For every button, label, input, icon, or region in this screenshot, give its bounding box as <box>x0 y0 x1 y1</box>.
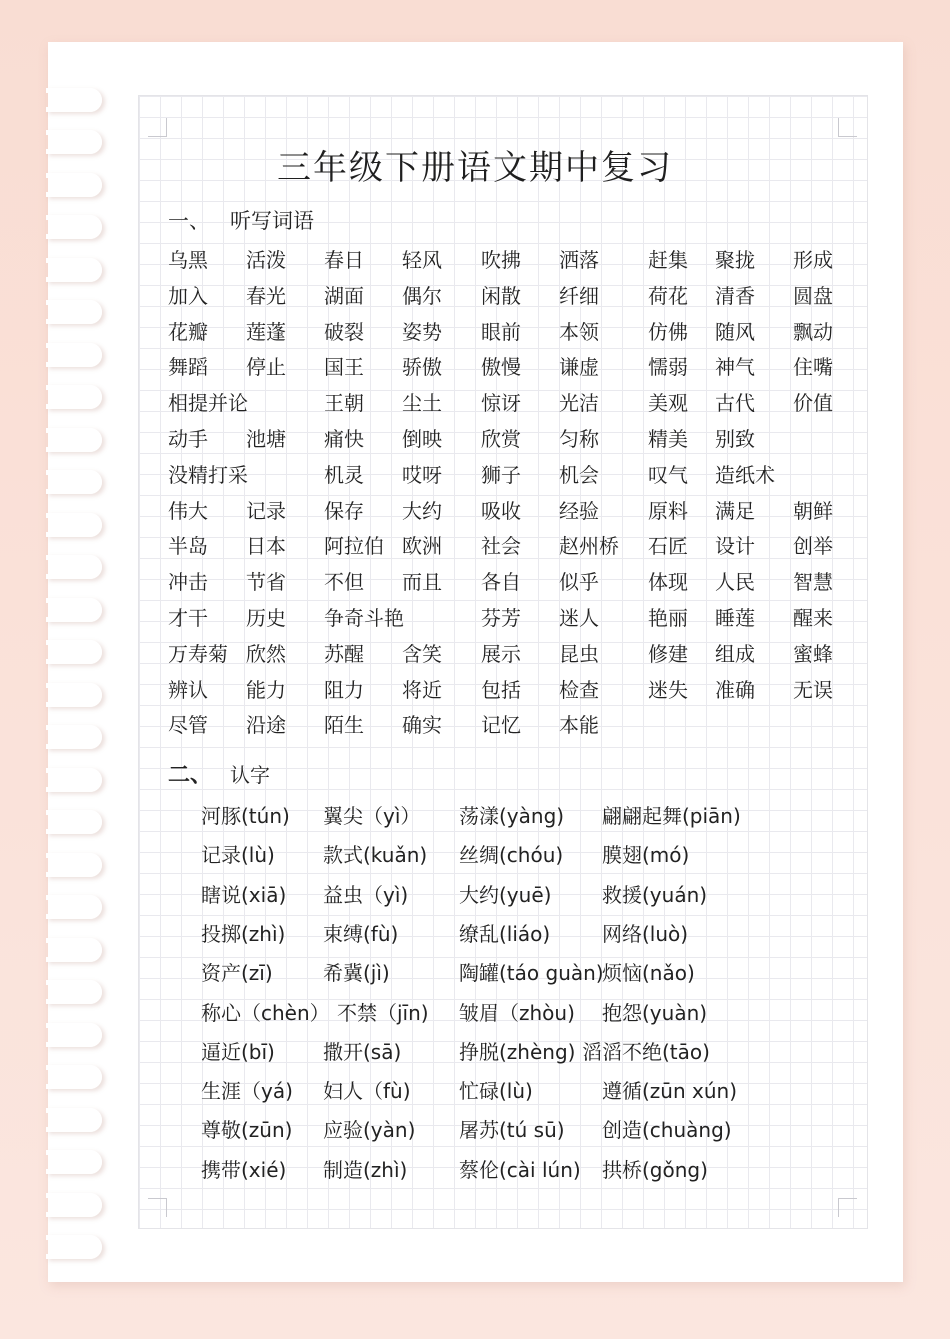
vocab-word: 赵州桥 <box>559 534 619 559</box>
vocab-word: 体现 <box>648 570 688 595</box>
vocab-word: 朝鲜 <box>793 498 833 523</box>
pinyin-entry: 滔滔不绝(tāo) <box>582 1039 710 1064</box>
vocab-word: 半岛 <box>168 534 208 559</box>
binding-ring <box>46 725 102 749</box>
pinyin-entry: 款式(kuǎn) <box>323 843 428 868</box>
vocab-word: 匀称 <box>559 427 599 451</box>
vocab-word: 万寿菊 <box>168 641 228 666</box>
vocab-word: 本领 <box>559 319 599 344</box>
vocab-word: 将近 <box>402 677 442 702</box>
pinyin-entry: 不禁（jīn) <box>337 1000 429 1025</box>
vocab-word: 王朝 <box>324 391 364 416</box>
corner-mark <box>148 1198 167 1217</box>
vocab-word: 争奇斗艳 <box>324 606 404 630</box>
pinyin-entry: 创造(chuàng) <box>602 1118 732 1143</box>
section-label: 认字 <box>230 763 270 787</box>
vocab-word: 停止 <box>246 355 286 380</box>
vocab-word: 蜜蜂 <box>793 641 833 666</box>
vocab-word: 欧洲 <box>402 534 442 559</box>
page-title: 三年级下册语文期中复习 <box>277 148 673 188</box>
vocab-word: 创举 <box>793 534 833 559</box>
pinyin-entry: 陶罐(táo guàn) <box>459 961 604 986</box>
spiral-binding <box>0 0 110 1339</box>
pinyin-entry: 尊敬(zūn) <box>201 1118 293 1143</box>
binding-ring <box>46 343 102 367</box>
binding-ring <box>46 428 102 452</box>
pinyin-entry: 撒开(sā) <box>323 1039 402 1064</box>
vocab-word: 花瓣 <box>168 319 208 344</box>
vocab-word: 舞蹈 <box>168 355 208 380</box>
pinyin-entry: 丝绸(chóu) <box>459 843 564 868</box>
vocab-word: 欣然 <box>246 641 286 666</box>
vocab-word: 谦虚 <box>559 355 599 380</box>
vocab-word: 破裂 <box>324 319 364 344</box>
binding-ring <box>46 1108 102 1132</box>
pinyin-entry: 称心（chèn） <box>201 1000 330 1025</box>
vocab-word: 春光 <box>246 283 286 308</box>
vocab-word: 光洁 <box>559 391 599 416</box>
pinyin-entry: 生涯（yá) <box>201 1079 293 1104</box>
vocab-word: 住嘴 <box>793 355 833 380</box>
vocab-word: 展示 <box>481 641 521 666</box>
vocab-word: 醒来 <box>793 606 833 630</box>
vocab-word: 欣赏 <box>481 427 521 451</box>
pinyin-entry: 携带(xié) <box>201 1157 287 1182</box>
vocab-word: 倒映 <box>402 427 442 451</box>
vocab-word: 加入 <box>168 283 208 308</box>
vocab-word: 乌黑 <box>168 248 208 272</box>
vocab-word: 叹气 <box>648 462 688 487</box>
pinyin-entry: 救援(yuán) <box>602 882 708 907</box>
binding-ring <box>46 258 102 282</box>
vocab-word: 检查 <box>559 677 599 702</box>
vocab-word: 各自 <box>481 570 521 595</box>
binding-ring <box>46 1235 102 1259</box>
vocab-word: 池塘 <box>246 427 286 451</box>
binding-ring <box>46 853 102 877</box>
binding-ring <box>46 555 102 579</box>
vocab-word: 动手 <box>168 427 208 451</box>
vocab-word: 原料 <box>648 498 688 523</box>
vocab-word: 狮子 <box>481 462 521 487</box>
vocab-word: 迷失 <box>648 677 688 702</box>
vocab-word: 伟大 <box>168 498 208 523</box>
vocab-word: 芬芳 <box>481 606 521 630</box>
vocab-word: 莲蓬 <box>246 319 286 344</box>
vocab-word: 痛快 <box>324 427 364 451</box>
vocab-word: 懦弱 <box>648 355 688 380</box>
corner-mark <box>838 1198 857 1217</box>
vocab-word: 春日 <box>324 248 364 272</box>
binding-ring <box>46 1193 102 1217</box>
pinyin-entry: 翼尖（yì） <box>323 804 421 828</box>
vocab-word: 不但 <box>324 570 364 595</box>
pinyin-entry: 妇人（fù) <box>323 1079 411 1104</box>
vocab-word: 清香 <box>715 283 755 308</box>
pinyin-entry: 拱桥(gǒng) <box>602 1157 708 1182</box>
pinyin-entry: 投掷(zhì) <box>201 921 286 946</box>
vocab-word: 满足 <box>715 498 755 523</box>
vocab-word: 准确 <box>715 677 755 702</box>
vocab-word: 智慧 <box>793 570 833 595</box>
vocab-word: 湖面 <box>324 283 364 308</box>
vocab-word: 本能 <box>559 713 599 738</box>
pinyin-entry: 烦恼(nǎo) <box>602 961 695 986</box>
vocab-word: 骄傲 <box>402 355 442 380</box>
vocab-word: 相提并论 <box>168 391 248 416</box>
pinyin-entry: 翩翩起舞(piān) <box>602 804 741 828</box>
vocab-word: 设计 <box>715 534 755 559</box>
vocab-word: 节省 <box>246 570 286 595</box>
vocab-word: 迷人 <box>559 606 599 630</box>
vocab-word: 美观 <box>648 391 688 416</box>
vocab-word: 价值 <box>793 391 833 416</box>
binding-ring <box>46 768 102 792</box>
pinyin-entry: 益虫（yì) <box>323 882 409 907</box>
vocab-word: 冲击 <box>168 570 208 595</box>
vocab-word: 阻力 <box>324 677 364 702</box>
vocab-word: 别致 <box>715 427 755 451</box>
vocab-word: 姿势 <box>402 319 442 344</box>
vocab-word: 确实 <box>402 713 442 738</box>
vocab-word: 日本 <box>246 534 286 559</box>
vocab-word: 尘土 <box>402 391 442 416</box>
corner-mark <box>148 118 167 137</box>
binding-ring <box>46 938 102 962</box>
vocab-word: 吸收 <box>481 498 521 523</box>
vocab-word: 尽管 <box>168 713 208 738</box>
vocab-word: 没精打采 <box>168 462 248 487</box>
binding-ring <box>46 1023 102 1047</box>
section-label: 听写词语 <box>230 209 314 233</box>
vocab-word: 古代 <box>715 391 755 416</box>
binding-ring <box>46 640 102 664</box>
pinyin-entry: 皱眉（zhòu) <box>459 1000 575 1025</box>
vocab-word: 记忆 <box>481 713 521 738</box>
vocab-word: 轻风 <box>402 248 442 272</box>
vocab-word: 沿途 <box>246 713 286 738</box>
vocab-word: 昆虫 <box>559 641 599 666</box>
pinyin-entry: 河豚(tún) <box>201 804 290 828</box>
pinyin-entry: 记录(lù) <box>201 843 275 868</box>
vocab-word: 荷花 <box>648 283 688 308</box>
vocab-word: 似乎 <box>559 570 599 595</box>
binding-ring <box>46 895 102 919</box>
pinyin-entry: 应验(yàn) <box>323 1118 416 1143</box>
binding-ring <box>46 300 102 324</box>
binding-ring <box>46 598 102 622</box>
vocab-word: 圆盘 <box>793 283 833 308</box>
vocab-word: 神气 <box>715 355 755 380</box>
vocab-word: 赶集 <box>648 248 688 272</box>
pinyin-entry: 大约(yuē) <box>459 882 552 907</box>
binding-ring <box>46 683 102 707</box>
section-number: 一、 <box>168 209 210 233</box>
vocab-word: 活泼 <box>246 248 286 272</box>
pinyin-entry: 资产(zī) <box>201 961 273 986</box>
pinyin-entry: 逼近(bī) <box>201 1039 275 1064</box>
vocab-word: 历史 <box>246 606 286 630</box>
vocab-word: 阿拉伯 <box>324 534 384 559</box>
vocab-word: 纤细 <box>559 283 599 308</box>
vocab-word: 组成 <box>715 641 755 666</box>
vocab-word: 精美 <box>648 427 688 451</box>
vocab-word: 保存 <box>324 498 364 523</box>
pinyin-entry: 希冀(jì) <box>323 961 390 986</box>
vocab-word: 苏醒 <box>324 641 364 666</box>
vocab-word: 吹拂 <box>481 248 521 272</box>
vocab-word: 才干 <box>168 606 208 630</box>
vocab-word: 随风 <box>715 319 755 344</box>
pinyin-entry: 制造(zhì) <box>323 1157 408 1182</box>
section-number: 二、 <box>168 763 213 788</box>
vocab-word: 记录 <box>246 498 286 523</box>
vocab-word: 惊讶 <box>481 391 521 416</box>
pinyin-entry: 网络(luò) <box>602 921 689 946</box>
vocab-word: 闲散 <box>481 283 521 308</box>
vocab-word: 睡莲 <box>715 606 755 630</box>
pinyin-entry: 屠苏(tú sū) <box>459 1118 565 1143</box>
vocab-word: 形成 <box>793 248 833 272</box>
pinyin-entry: 缭乱(liáo) <box>459 921 551 946</box>
vocab-word: 社会 <box>481 534 521 559</box>
vocab-word: 偶尔 <box>402 283 442 308</box>
vocab-word: 大约 <box>402 498 442 523</box>
pinyin-entry: 荡漾(yàng) <box>459 804 565 828</box>
vocab-word: 含笑 <box>402 641 442 666</box>
pinyin-entry: 抱怨(yuàn) <box>602 1000 708 1025</box>
binding-ring <box>46 810 102 834</box>
pinyin-entry: 膜翅(mó) <box>602 843 690 868</box>
vocab-word: 石匠 <box>648 534 688 559</box>
binding-ring <box>46 215 102 239</box>
binding-ring <box>46 1065 102 1089</box>
vocab-word: 聚拢 <box>715 248 755 272</box>
vocab-word: 能力 <box>246 677 286 702</box>
vocab-word: 修建 <box>648 641 688 666</box>
vocab-word: 眼前 <box>481 319 521 344</box>
vocab-word: 经验 <box>559 498 599 523</box>
vocab-word: 洒落 <box>559 248 599 272</box>
section-heading-dictation <box>168 205 314 235</box>
corner-mark <box>838 118 857 137</box>
vocab-word: 包括 <box>481 677 521 702</box>
vocab-word: 机灵 <box>324 462 364 487</box>
binding-ring <box>46 385 102 409</box>
binding-ring <box>46 980 102 1004</box>
section-heading-characters <box>168 758 270 789</box>
pinyin-entry: 挣脱(zhèng) <box>459 1039 576 1064</box>
binding-ring <box>46 1150 102 1174</box>
vocab-word: 辨认 <box>168 677 208 702</box>
binding-ring <box>46 470 102 494</box>
vocab-word: 无误 <box>793 677 833 702</box>
vocab-word: 而且 <box>402 570 442 595</box>
vocab-word: 国王 <box>324 355 364 380</box>
vocab-word: 陌生 <box>324 713 364 738</box>
vocab-word: 飘动 <box>793 319 833 344</box>
vocab-word: 艳丽 <box>648 606 688 630</box>
pinyin-entry: 遵循(zūn xún) <box>602 1079 737 1104</box>
vocab-word: 哎呀 <box>402 462 442 487</box>
vocab-word: 机会 <box>559 462 599 487</box>
vocab-word: 造纸术 <box>715 462 775 487</box>
binding-ring <box>46 88 102 112</box>
vocab-word: 人民 <box>715 570 755 595</box>
vocab-word: 仿佛 <box>648 319 688 344</box>
pinyin-entry: 束缚(fù) <box>323 921 399 946</box>
vocab-word: 傲慢 <box>481 355 521 380</box>
pinyin-entry: 忙碌(lù) <box>459 1079 533 1104</box>
pinyin-entry: 瞎说(xiā) <box>201 882 287 907</box>
pinyin-entry: 蔡伦(cài lún) <box>459 1157 581 1182</box>
binding-ring <box>46 513 102 537</box>
